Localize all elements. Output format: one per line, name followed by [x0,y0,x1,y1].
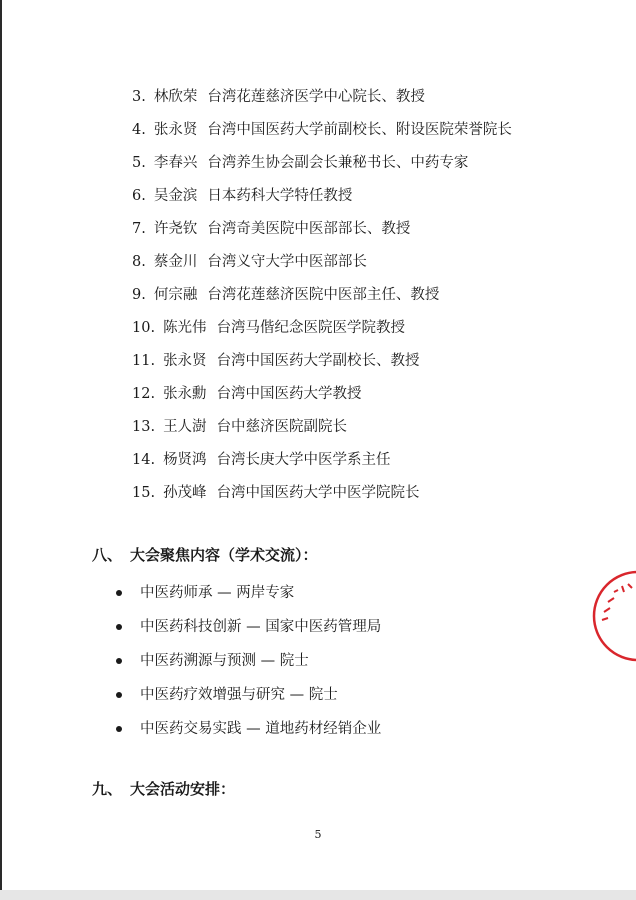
roster-number: 15. [132,485,156,501]
roster-title: 台湾中国医药大学副校长、教授 [216,353,420,369]
roster-title: 台中慈济医院副院长 [216,419,348,435]
section-number: 九、 [92,780,123,798]
roster-item [132,416,512,449]
bullet-icon [116,658,122,664]
roster-item [132,284,512,317]
roster-item [132,317,512,350]
bullet-icon [116,590,122,596]
roster-number: 13. [132,419,156,435]
roster-name: 李春兴 [153,155,198,171]
roster-name: 陈光伟 [163,320,207,336]
roster-item [132,383,512,416]
section-heading-8 [92,544,318,565]
section-title: 大会活动安排： [130,780,236,798]
focus-item [116,576,381,610]
seal-marks [602,584,632,620]
roster-name: 张永勳 [163,386,207,402]
bullet-icon [116,726,122,732]
roster-title: 台湾奇美医院中医部部长、教授 [207,221,411,237]
roster-number: 4. [132,122,146,138]
roster-name: 许尧钦 [153,221,198,237]
roster-number: 14. [132,452,156,468]
roster-title: 台湾中国医药大学中医学院院长 [216,485,420,501]
roster-item [132,119,512,152]
roster-title: 台湾中国医药大学教授 [216,386,362,402]
scan-left-edge [0,0,2,900]
roster-item [132,251,512,284]
roster-title: 台湾花莲慈济医院中医部主任、教授 [207,287,440,303]
roster-number: 10. [132,320,156,336]
roster-item [132,449,512,482]
roster-name: 吴金滨 [153,188,198,204]
focus-item [116,678,381,712]
focus-item-text: 中医药溯源与预测 — 院士 [140,653,309,669]
section-heading-9 [92,778,235,799]
roster-number: 9. [132,287,146,303]
roster-item [132,218,512,251]
roster-name: 林欣荣 [153,89,198,105]
page-number: 5 [314,828,322,841]
section-title: 大会聚焦内容（学术交流）： [130,546,318,564]
roster-name: 张永贤 [163,353,207,369]
focus-item [116,644,381,678]
focus-item-text: 中医药疗效增强与研究 — 院士 [140,687,338,703]
roster-name: 何宗融 [153,287,198,303]
roster-name: 杨贤鸿 [163,452,207,468]
bullet-icon [116,624,122,630]
roster-name: 张永贤 [153,122,198,138]
roster-name: 孙茂峰 [163,485,207,501]
roster-item [132,86,512,119]
roster-title: 日本药科大学特任教授 [207,188,353,204]
section-number: 八、 [92,546,123,564]
roster-title: 台湾养生协会副会长兼秘书长、中药专家 [207,155,469,171]
red-seal-stamp [590,568,636,664]
roster-item [132,350,512,383]
roster-title: 台湾中国医药大学前副校长、附设医院荣誉院长 [207,122,512,138]
roster-number: 6. [132,188,146,204]
scan-bottom-edge [0,890,636,900]
roster-name: 王人澍 [163,419,207,435]
roster-item [132,482,512,515]
focus-item-text: 中医药科技创新 — 国家中医药管理局 [140,619,382,635]
focus-item-text: 中医药交易实践 — 道地药材经销企业 [140,721,382,737]
roster-number: 7. [132,221,146,237]
roster-number: 8. [132,254,146,270]
roster-number: 5. [132,155,146,171]
roster-name: 蔡金川 [153,254,198,270]
focus-list [116,576,381,746]
bullet-icon [116,692,122,698]
roster-title: 台湾义守大学中医部部长 [207,254,367,270]
focus-item [116,712,381,746]
roster-item [132,185,512,218]
roster-title: 台湾长庚大学中医学系主任 [216,452,391,468]
expert-roster [132,86,512,515]
roster-title: 台湾花莲慈济医学中心院长、教授 [207,89,425,105]
roster-title: 台湾马偕纪念医院医学院教授 [216,320,406,336]
roster-number: 12. [132,386,156,402]
roster-item [132,152,512,185]
roster-number: 11. [132,353,156,369]
focus-item [116,610,381,644]
roster-number: 3. [132,89,146,105]
focus-item-text: 中医药师承 — 两岸专家 [140,585,295,601]
